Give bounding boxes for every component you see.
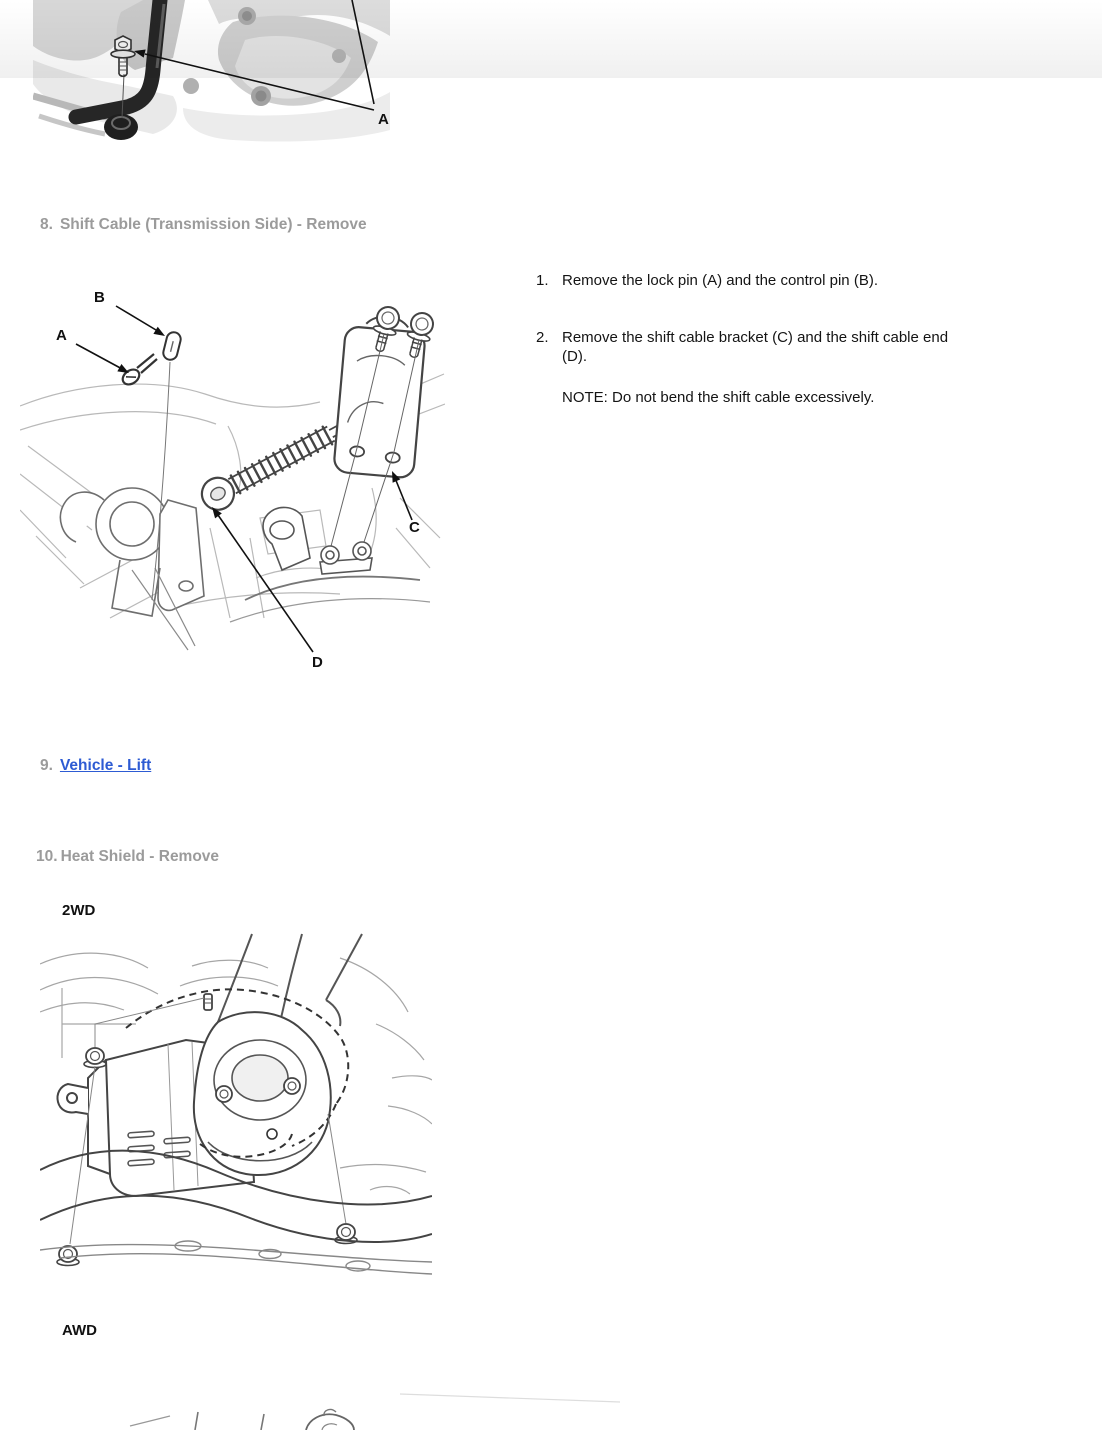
figure-heat-shield-awd-partial [100, 1388, 660, 1430]
step-2-number: 2. [536, 329, 549, 346]
section-8-steps [536, 271, 988, 407]
figure-shift-cable-diagram [20, 278, 445, 678]
bolt-left [84, 1048, 106, 1068]
section-10-heading [36, 846, 219, 868]
step-2-text [562, 328, 988, 366]
heat-shield-line-art [40, 928, 432, 1296]
step-1 [536, 271, 988, 290]
step-2-line1: Remove the shift cable bracket (C) and the shift cable end [562, 329, 949, 346]
diagram-callout-d: D [312, 654, 323, 671]
step-1-text: Remove the lock pin (A) and the control pin (B). [562, 272, 878, 289]
section-9-number: 9. [40, 757, 53, 774]
control-pin-shape [162, 331, 182, 362]
awd-partial-line-art [100, 1388, 660, 1430]
vehicle-lift-link[interactable]: Vehicle - Lift [59, 757, 152, 774]
step-2 [536, 328, 988, 366]
section-10-number: 10. [36, 848, 58, 865]
bolt-illustration [111, 36, 135, 76]
variant-label-awd: AWD [62, 1322, 97, 1339]
stud-shape [204, 994, 212, 1010]
section-10-title: Heat Shield - Remove [60, 848, 220, 865]
variant-label-2wd: 2WD [62, 902, 96, 919]
photo-callout-a: A [378, 111, 389, 128]
figure-transmission-photo [33, 0, 390, 148]
step-note: NOTE: Do not bend the shift cable excessively. [562, 389, 875, 406]
shift-cable-line-art [20, 278, 445, 678]
diagram-callout-b: B [94, 289, 105, 306]
section-8-heading [40, 214, 367, 236]
section-8-title: Shift Cable (Transmission Side) - Remove [59, 216, 367, 233]
step-1-number: 1. [536, 272, 549, 289]
figure-heat-shield-2wd [40, 928, 432, 1296]
section-9-heading [40, 755, 151, 777]
diagram-callout-c: C [409, 519, 420, 536]
diagram-callout-a: A [56, 327, 67, 344]
engine-photo-illustration [33, 0, 390, 148]
step-2-line2: (D). [562, 348, 587, 365]
section-8-number: 8. [40, 216, 53, 233]
